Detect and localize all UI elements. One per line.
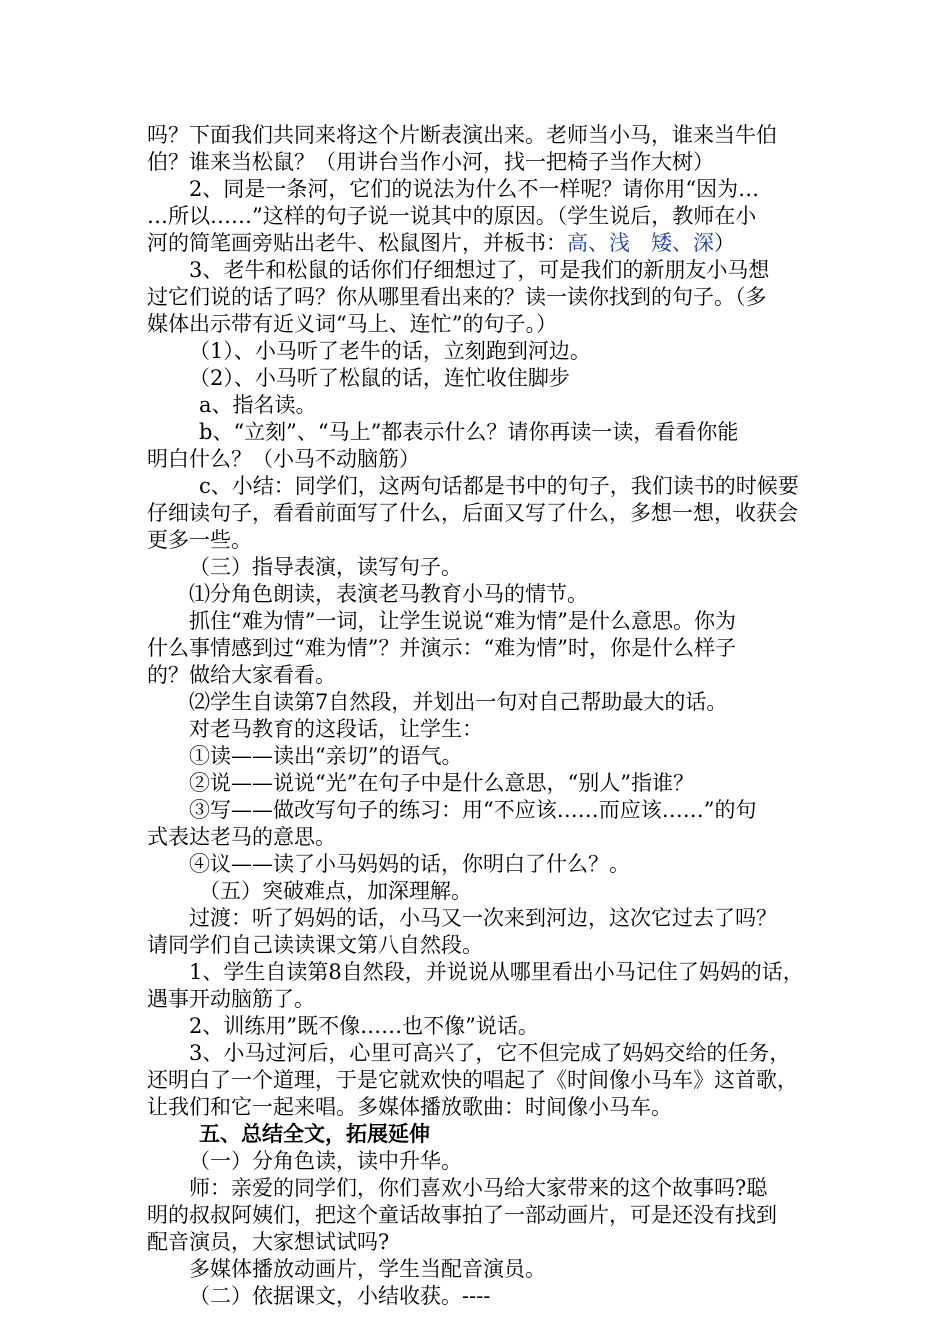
- text-line: 多媒体播放动画片，学生当配音演员。: [189, 1257, 546, 1281]
- text-line: 过渡：听了妈妈的话，小马又一次来到河边，这次它过去了吗？: [189, 906, 777, 930]
- text-line: 3、小马过河后，心里可高兴了，它不但完成了妈妈交给的任务，: [189, 1041, 791, 1065]
- text-line: （一）分角色读，读中升华。: [189, 1149, 462, 1173]
- text-line: 什么事情感到过“难为情”？并演示：“难为情”时，你是什么样子: [147, 636, 736, 660]
- text-line: 1、学生自读第8自然段，并说说从哪里看出小马记住了妈妈的话，: [189, 960, 804, 984]
- text-line: （三）指导表演，读写句子。: [189, 555, 462, 579]
- text-line: 配音演员，大家想试试吗?: [147, 1230, 390, 1254]
- text-line: 式表达老马的意思。: [147, 825, 336, 849]
- text-line: 仔细读句子，看看前面写了什么，后面又写了什么，多想一想，收获会: [147, 501, 798, 525]
- text-line: 更多一些。: [147, 528, 252, 552]
- text-line: a、指名读。: [199, 393, 317, 417]
- text-line: ④议——读了小马妈妈的话，你明白了什么？。: [189, 852, 630, 876]
- text-line: ⑵学生自读第7自然段，并划出一句对自己帮助最大的话。: [189, 690, 728, 714]
- text-line: 的？做给大家看看。: [147, 663, 336, 687]
- text-line: ②说——说说“光”在句子中是什么意思，“别人”指谁？: [189, 771, 694, 795]
- text-line: （1）、小马听了老牛的话，立刻跑到河边。: [189, 339, 591, 363]
- text-line: 明的叔叔阿姨们，把这个童话故事拍了一部动画片，可是还没有找到: [147, 1203, 777, 1227]
- text-line: 吗？下面我们共同来将这个片断表演出来。老师当小马，谁来当牛伯: [147, 123, 777, 147]
- text-line: ⑴分角色朗读，表演老马教育小马的情节。: [189, 582, 588, 606]
- text-line: 还明白了一个道理，于是它就欢快的唱起了《时间像小马车》这首歌，: [147, 1068, 798, 1092]
- text-line: 抓住“难为情”一词，让学生说说“难为情”是什么意思。你为: [189, 609, 736, 633]
- section-heading: 五、总结全文，拓展延伸: [199, 1121, 430, 1146]
- text-line: 遇事开动脑筋了。: [147, 987, 315, 1011]
- text-line: …所以……”这样的句子说一说其中的原因。（学生说后，教师在小: [147, 204, 757, 228]
- text-line: 过它们说的话了吗？你从哪里看出来的？读一读你找到的句子。（多: [147, 285, 767, 309]
- text-segment: 河的简笔画旁贴出老牛、松鼠图片，并板书：: [147, 231, 567, 255]
- text-line: （二）依据课文，小结收获。----: [189, 1284, 491, 1308]
- text-line: 请同学们自己读读课文第八自然段。: [147, 933, 483, 957]
- board-words: 高、浅 矮、深: [567, 231, 714, 255]
- text-line: 媒体出示带有近义词“马上、连忙”的句子。）: [147, 312, 557, 336]
- text-line: 让我们和它一起来唱。多媒体播放歌曲：时间像小马车。: [147, 1095, 672, 1119]
- text-line: ①读——读出“亲切”的语气。: [189, 744, 463, 768]
- text-line: 师：亲爱的同学们，你们喜欢小马给大家带来的这个故事吗?聪: [189, 1176, 768, 1200]
- text-line: 2、训练用”既不像……也不像”说话。: [189, 1014, 539, 1038]
- text-line: [147, 229, 950, 257]
- text-line: 对老马教育的这段话，让学生：: [189, 717, 483, 741]
- text-line: 伯？谁来当松鼠？（用讲台当作小河，找一把椅子当作大树）: [147, 150, 714, 174]
- text-line: 3、老牛和松鼠的话你们仔细想过了，可是我们的新朋友小马想: [189, 258, 770, 282]
- text-line: b、“立刻”、“马上”都表示什么？请你再读一读，看看你能: [199, 420, 739, 444]
- text-segment: ）: [714, 231, 735, 255]
- text-line: （五）突破难点，加深理解。: [199, 879, 472, 903]
- text-line: ③写——做改写句子的练习：用“不应该……而应该……”的句: [189, 798, 757, 822]
- text-line: 明白什么？（小马不动脑筋）: [147, 447, 420, 471]
- text-line: （2）、小马听了松鼠的话，连忙收住脚步: [189, 366, 570, 390]
- text-line: c、小结：同学们，这两句话都是书中的句子，我们读书的时候要: [199, 474, 799, 498]
- text-line: 2、同是一条河，它们的说法为什么不一样呢？请你用“因为…: [189, 177, 760, 201]
